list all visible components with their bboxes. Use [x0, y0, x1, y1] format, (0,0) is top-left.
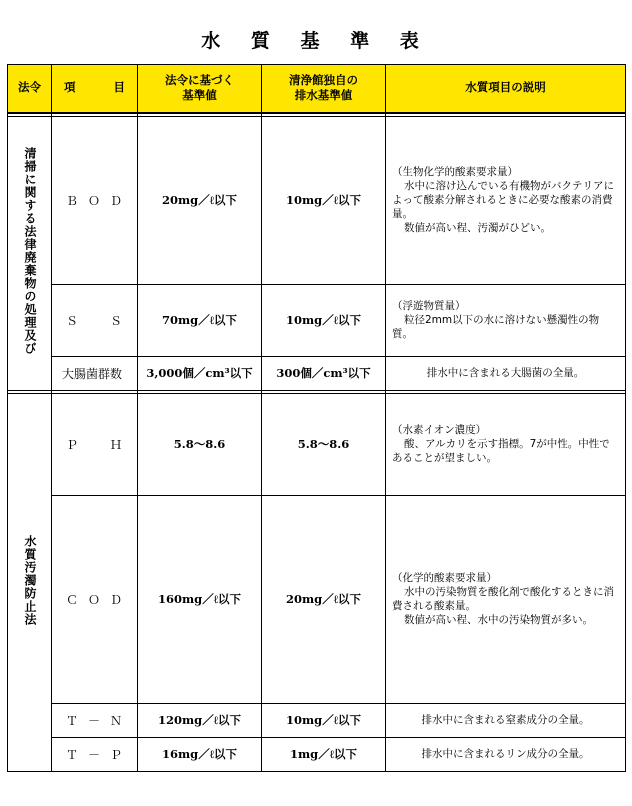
- table-row: [8, 393, 626, 495]
- legal-value-bod: 20mg／ℓ以下: [138, 116, 262, 284]
- desc-ss: （浮遊物質量） 粒径2mm以下の水に溶けない懸濁性の物質。: [386, 284, 626, 356]
- item-tn: Ｔ － Ｎ: [52, 703, 138, 737]
- legal-value-ph: 5.8～8.6: [138, 393, 262, 495]
- table-row: [8, 495, 626, 703]
- own-value-ss: 10mg／ℓ以下: [262, 284, 386, 356]
- legal-value-ss: 70mg／ℓ以下: [138, 284, 262, 356]
- header-legal-line1: 法令に基づく: [165, 72, 234, 87]
- law-waste-cell: [8, 116, 52, 390]
- law-water-cell: [8, 393, 52, 771]
- table-row: [8, 116, 626, 284]
- header-own-line2: 排水基準値: [294, 88, 353, 103]
- item-bod: Ｂ Ｏ Ｄ: [52, 116, 138, 284]
- header-description: 水質項目の説明: [386, 65, 626, 113]
- desc-bod: （生物化学的酸素要求量） 水中に溶け込んでいる有機物がバクテリアによって酸素分解されるときに必要な酸素の消費量。 数値が高い程、汚濁がひどい。: [386, 116, 626, 284]
- header-item: [52, 65, 138, 113]
- item-coliform: 大腸菌群数: [52, 356, 138, 390]
- table-row: [8, 703, 626, 737]
- header-row: [8, 65, 626, 113]
- header-item-b: 目: [113, 80, 125, 95]
- item-tp: Ｔ － Ｐ: [52, 737, 138, 771]
- own-value-coliform: 300個／cm³以下: [262, 356, 386, 390]
- header-own-line1: 清浄館独自の: [289, 72, 358, 87]
- desc-coliform: 排水中に含まれる大腸菌の全量。: [386, 356, 626, 390]
- table-row: [8, 356, 626, 390]
- desc-cod: （化学的酸素要求量） 水中の汚染物質を酸化剤で酸化するときに消費される酸素量。 数値が高い程、水中の汚染物質が多い。: [386, 495, 626, 703]
- item-cod: Ｃ Ｏ Ｄ: [52, 495, 138, 703]
- header-own-standard: [262, 65, 386, 113]
- own-value-tn: 10mg／ℓ以下: [262, 703, 386, 737]
- page-title: 水 質 基 準 表: [201, 30, 431, 52]
- desc-tn: 排水中に含まれる窒素成分の全量。: [386, 703, 626, 737]
- header-legal-standard: [138, 65, 262, 113]
- desc-tp: 排水中に含まれるリン成分の全量。: [386, 737, 626, 771]
- legal-value-cod: 160mg／ℓ以下: [138, 495, 262, 703]
- own-value-bod: 10mg／ℓ以下: [262, 116, 386, 284]
- item-ph: Ｐ Ｈ: [52, 393, 138, 495]
- law-water-label: 水質汚濁防止法: [23, 534, 37, 626]
- law-waste-label: 清掃に関する法律廃棄物の処理及び: [23, 147, 37, 355]
- header-legal-line2: 基準値: [182, 88, 217, 103]
- item-ss: Ｓ Ｓ: [52, 284, 138, 356]
- water-quality-table: [7, 64, 626, 772]
- header-item-a: 項: [64, 80, 76, 95]
- legal-value-tp: 16mg／ℓ以下: [138, 737, 262, 771]
- desc-ph: （水素イオン濃度） 酸、アルカリを示す指標。7が中性。中性であることが望ましい。: [386, 393, 626, 495]
- own-value-cod: 20mg／ℓ以下: [262, 495, 386, 703]
- legal-value-tn: 120mg／ℓ以下: [138, 703, 262, 737]
- own-value-ph: 5.8～8.6: [262, 393, 386, 495]
- header-law: 法令: [8, 65, 52, 113]
- legal-value-coliform: 3,000個／cm³以下: [138, 356, 262, 390]
- table-row: [8, 737, 626, 771]
- own-value-tp: 1mg／ℓ以下: [262, 737, 386, 771]
- table-row: [8, 284, 626, 356]
